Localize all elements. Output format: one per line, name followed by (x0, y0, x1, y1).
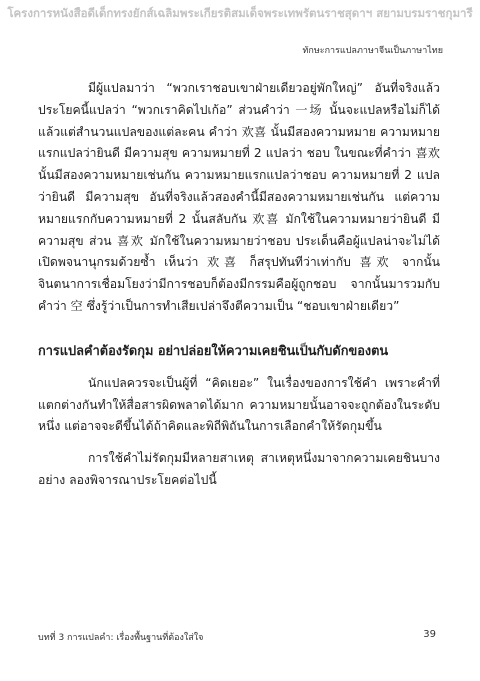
paragraph-translation-example: มีผู้แปลมาว่า “พวกเราชอบเขาฝ่ายเดียวอยู่พักใหญ่” อันที่จริงแล้วประโยคนี้แปลว่า “พวกเราคิดไปเก้อ” ส่วนคำว่า 一场 นั้นจะแปลหรือไม่ก็ได้ แล้วแต่สำนวนแปลของแต่ละคน คำว่า 欢喜 นั้นมีสองความหมาย ความหมายแรกแปลว่ายินดี มีความสุข ความหมายที่ 2 แปลว่า ชอบ ในขณะที่คำว่า 喜欢 นั้นมีสองความหมายเช่นกัน ความหมายแรกแปลว่าชอบ ความหมายที่ 2 แปลว่ายินดี มีความสุข อันที่จริงแล้วสองคำนี้มีสองความหมายเช่นกัน แต่ความหมายแรกกับความหมายที่ 2 นั้นสลับกัน 欢喜 มักใช้ในความหมายว่ายินดี มีความสุข ส่วน 喜欢 มักใช้ในความหมายว่าชอบ ประเด็นคือผู้แปลน่าจะไม่ได้เปิดพจนานุกรมด้วยซ้ำ เห็นว่า 欢喜 ก็สรุปทันทีว่าเท่ากับ 喜欢 จากนั้นจินตนาการเชื่อมโยงว่ามีการชอบก็ต้องมีกรรมคือผู้ถูกชอบ จากนั้นมารวมกับคำว่า 空 ซึ่งรู้ว่าเป็นการทำเสียเปล่าจึงตีความเป็น “ชอบเขาฝ่ายเดียว” (38, 81, 440, 313)
body-text (38, 78, 440, 492)
paragraph-habit-cause: การใช้คำไม่รัดกุมมีหลายสาเหตุ สาเหตุหนึ่งมาจากความเคยชินบางอย่าง ลองพิจารณาประโยคต่อไปนี้ (38, 451, 440, 487)
paragraph-word-choice: นักแปลควรจะเป็นผู้ที่ “คิดเยอะ” ในเรื่องของการใช้คำ เพราะคำที่แตกต่างกันทำให้สื่อสารผิดพลาดได้มาก ความหมายนั้นอาจจะถูกต้องในระดับหนึ่ง แต่อาจจะดีขึ้นได้ถ้าคิดและพิถีพิถันในการเลือกคำให้รัดกุมขึ้น (38, 375, 440, 434)
running-head: ทักษะการแปลภาษาจีนเป็นภาษาไทย (302, 46, 443, 56)
page-number: 39 (423, 629, 436, 640)
project-banner: โครงการหนังสือดีเด็กทรงยักส์เฉลิมพระเกียรติสมเด็จพระเทพรัตนราชสุดาฯ สยามบรมราชกุมารี (7, 6, 473, 20)
footer-chapter-title: บทที่ 3 การแปลคำ: เรื่องพื้นฐานที่ต้องใส่ใจ (38, 633, 204, 643)
section-heading: การแปลคำต้องรัดกุม อย่าปล่อยให้ความเคยชินเป็นกับดักของตน (38, 343, 389, 359)
